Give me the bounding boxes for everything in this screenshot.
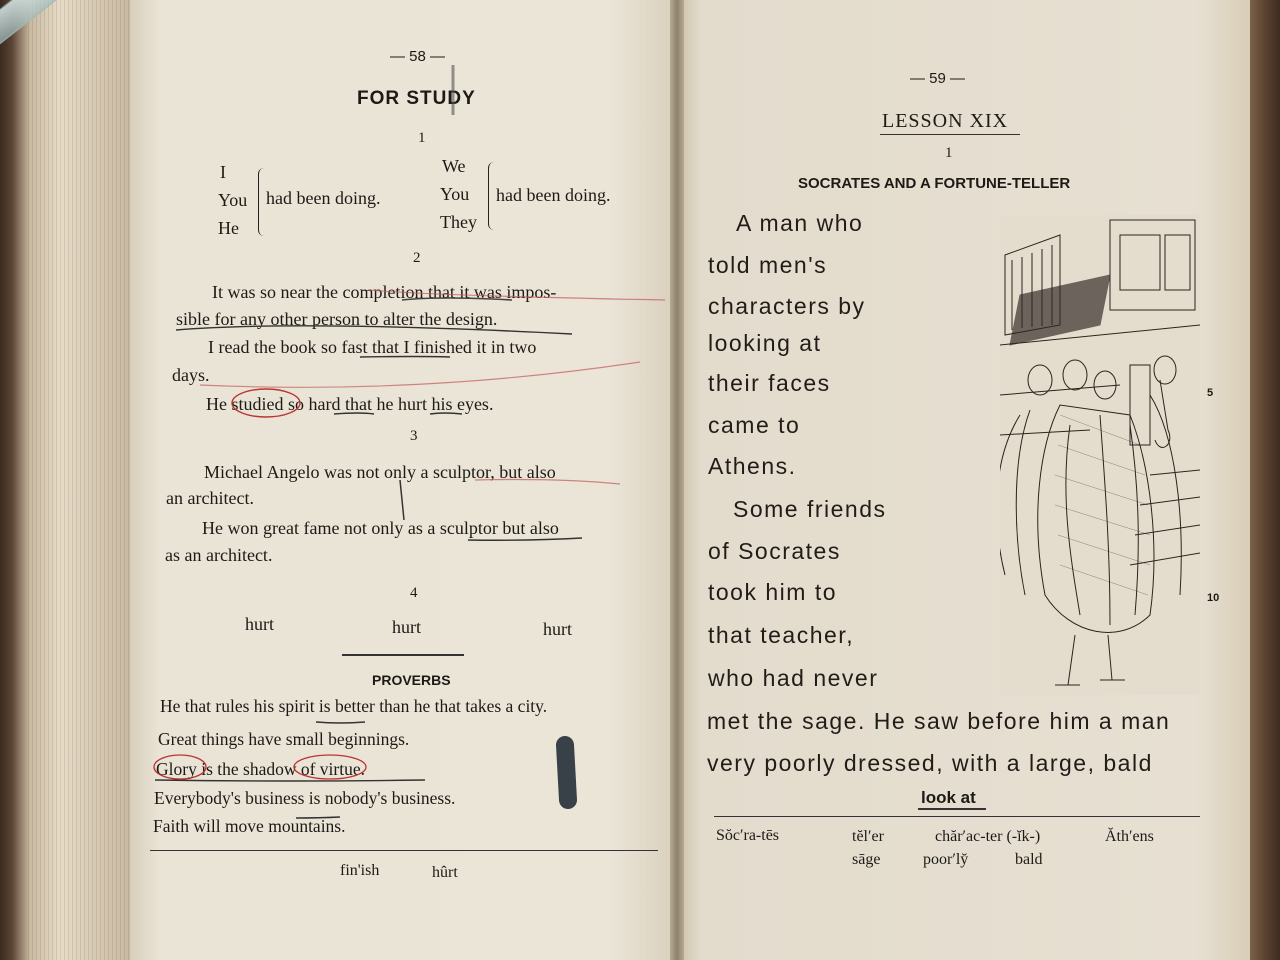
footnote-underline <box>918 808 986 810</box>
lesson-section-number: 1 <box>945 145 953 161</box>
s2-line-1: It was so near the completion that it was impos- <box>212 282 557 302</box>
pronoun-you-2: You <box>440 184 470 204</box>
footer-word-finish: fin'ish <box>340 862 380 879</box>
left-page-number: — 58 — <box>390 48 446 65</box>
proverb-3: Glory is the shadow of virtue. <box>156 759 365 779</box>
pron-teller: tĕl′er <box>852 828 884 845</box>
proverb-4: Everybody's business is nobody's business. <box>154 788 456 808</box>
pron-character: chăr′ac-ter (-ĭk-) <box>935 828 1041 845</box>
story-line-12: who had never <box>708 665 879 691</box>
pronoun-they: They <box>440 212 477 232</box>
pronoun-we: We <box>442 156 466 176</box>
for-study-heading: FOR STUDY <box>357 88 476 109</box>
story-line-full-2: very poorly dressed, with a large, bald <box>707 750 1153 776</box>
proverbs-heading: PROVERBS <box>372 672 451 688</box>
proverb-5: Faith will move mountains. <box>153 816 346 836</box>
section-3-number: 3 <box>410 428 418 444</box>
lesson-heading: LESSON XIX <box>882 110 1009 132</box>
s2-line-3: I read the book so fast that I finished it in two <box>208 337 537 357</box>
margin-line-5: 5 <box>1207 387 1214 399</box>
story-line-6: came to <box>708 412 801 438</box>
hurt-word-3: hurt <box>543 619 572 639</box>
s2-line-5: He studied so hard that he hurt his eyes. <box>206 394 494 414</box>
s3-line-4: as an architect. <box>165 545 273 565</box>
footnote-look-at: look at <box>921 788 976 807</box>
pron-athens: Ăth′ens <box>1105 828 1154 845</box>
phrase-had-been-doing-1: had been doing. <box>266 188 381 208</box>
pron-socrates: Sŏc′ra-tēs <box>716 827 780 844</box>
story-line-9: of Socrates <box>708 538 841 564</box>
pronoun-i: I <box>220 162 226 182</box>
s3-line-3: He won great fame not only as a sculptor but also <box>202 518 559 538</box>
proverb-2: Great things have small beginnings. <box>158 729 410 749</box>
section-4-number: 4 <box>410 585 418 601</box>
pronoun-he: He <box>218 218 239 238</box>
story-line-full-1: met the sage. He saw before him a man <box>707 708 1171 734</box>
footer-word-hurt: hûrt <box>432 864 458 881</box>
pron-poorly: poor′ly̆ <box>923 851 969 868</box>
hurt-word-1: hurt <box>245 614 274 634</box>
story-line-1: A man who <box>736 210 864 236</box>
story-line-7: Athens. <box>708 453 797 479</box>
footer-rule-right <box>714 816 1200 817</box>
proverb-1: He that rules his spirit is better than he that takes a city. <box>160 696 548 716</box>
s2-line-2: sible for any other person to alter the design. <box>176 309 498 329</box>
lesson-underline <box>880 134 1020 135</box>
margin-line-10: 10 <box>1207 592 1220 604</box>
s2-line-4: days. <box>172 365 210 385</box>
socrates-illustration <box>1000 215 1200 695</box>
pron-sage: sāge <box>852 851 881 868</box>
story-line-5: their faces <box>708 370 831 396</box>
story-line-10: took him to <box>708 579 837 605</box>
lesson-title: SOCRATES AND A FORTUNE-TELLER <box>798 175 1071 192</box>
story-line-2: told men's <box>708 252 828 278</box>
s3-line-2: an architect. <box>166 488 254 508</box>
pronoun-you: You <box>218 190 248 210</box>
pron-bald: bald <box>1015 851 1043 868</box>
phrase-had-been-doing-2: had been doing. <box>496 185 611 205</box>
story-line-4: looking at <box>708 330 822 356</box>
story-line-3: characters by <box>708 293 866 319</box>
section-1-number: 1 <box>418 130 426 146</box>
section-2-number: 2 <box>413 250 421 266</box>
s3-line-1: Michael Angelo was not only a sculptor, but also <box>204 462 556 482</box>
story-line-11: that teacher, <box>708 622 855 648</box>
right-page-number: — 59 — <box>910 70 966 87</box>
hurt-word-2: hurt <box>392 617 421 637</box>
story-line-8: Some friends <box>733 496 887 522</box>
